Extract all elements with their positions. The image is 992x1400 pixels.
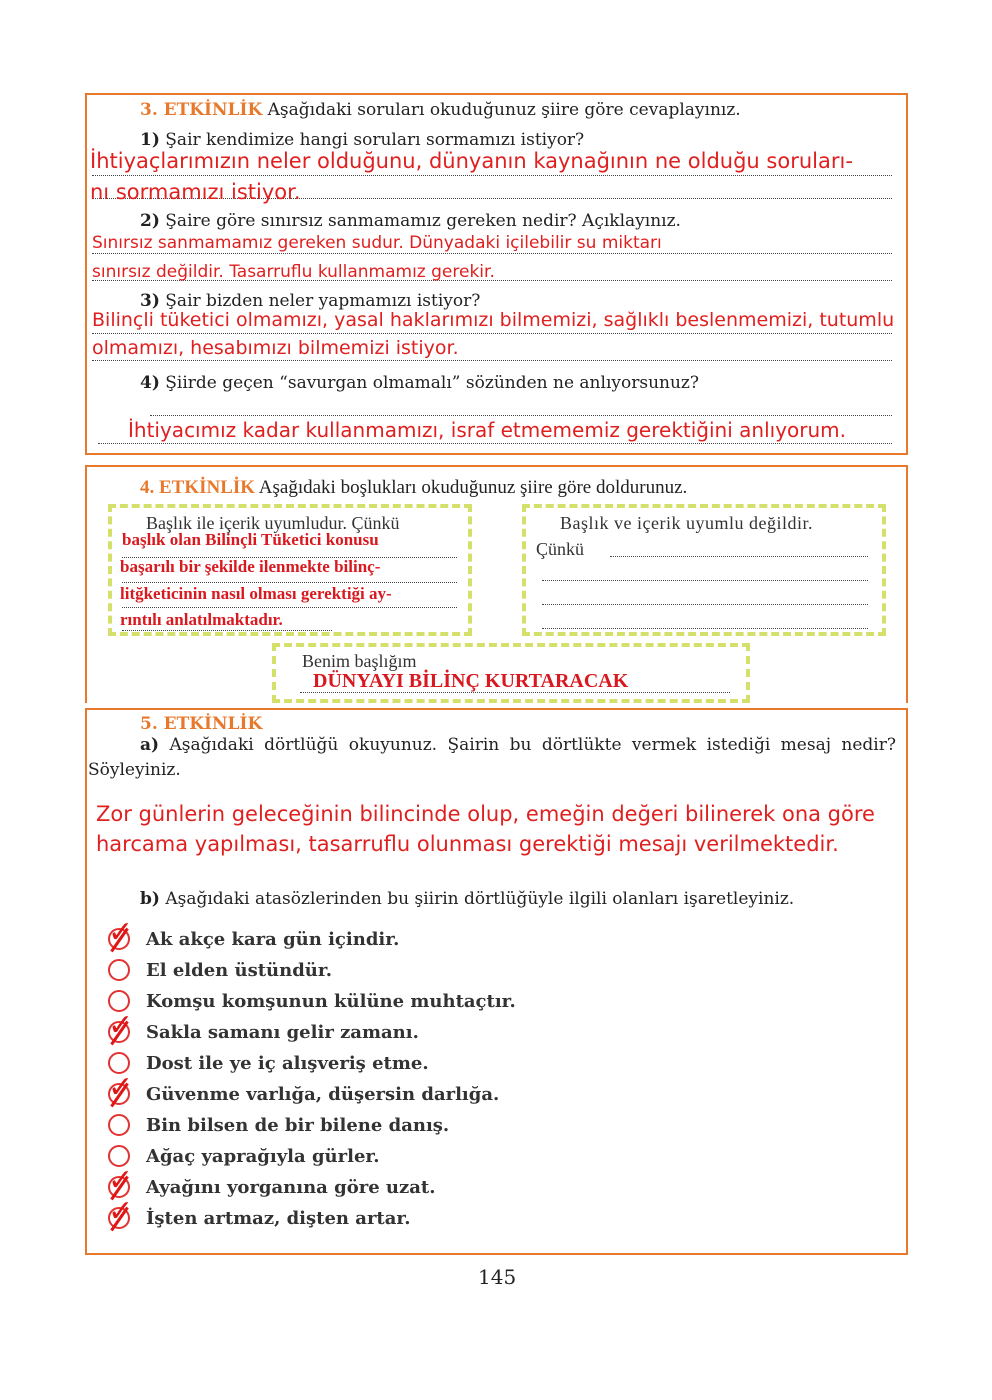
proverb-text: Güvenme varlığa, düşersin darlığa. xyxy=(146,1083,500,1105)
activity-4-header: 4. ETKİNLİK xyxy=(140,477,256,498)
checked-circle-icon[interactable] xyxy=(108,915,134,950)
proverb-text: İşten artmaz, dişten artar. xyxy=(146,1207,411,1229)
compatible-answer-line-4: rıntılı anlatılmaktadır. xyxy=(120,610,283,629)
proverb-option[interactable] xyxy=(108,1070,500,1109)
question-1-number: 1) xyxy=(140,130,160,150)
answer-line xyxy=(542,628,868,629)
proverb-option[interactable] xyxy=(108,1008,419,1047)
proverb-text: Ak akçe kara gün içindir. xyxy=(146,928,400,950)
part-b-text: Aşağıdaki atasözlerinden bu şiirin dörtlüğüyle ilgili olanları işaretleyiniz. xyxy=(165,889,795,909)
part-b-line xyxy=(140,889,794,909)
question-2 xyxy=(140,211,681,231)
compatible-prompt: Başlık ile içerik uyumludur. Çünkü xyxy=(146,513,400,533)
proverb-option[interactable] xyxy=(108,955,332,985)
part-a-label: a) xyxy=(140,735,160,755)
part-a-line-1 xyxy=(140,735,896,755)
question-1 xyxy=(140,130,584,150)
activity-5-header xyxy=(140,714,262,734)
check-tick-icon: ✓ xyxy=(108,1070,134,1105)
answer-line xyxy=(92,253,892,254)
proverb-option[interactable] xyxy=(108,1110,449,1140)
empty-circle-icon[interactable] xyxy=(108,1114,130,1136)
incompatible-because: Çünkü xyxy=(536,539,585,559)
proverb-option[interactable] xyxy=(108,1194,411,1233)
question-2-text: Şaire göre sınırsız sanmamamız gereken nedir? Açıklayınız. xyxy=(165,211,681,231)
check-tick-icon: ✓ xyxy=(108,1194,134,1229)
activity-4-header-line xyxy=(140,477,687,499)
question-4 xyxy=(140,373,699,393)
answer-line xyxy=(542,580,868,581)
proverb-text: Sakla samanı gelir zamanı. xyxy=(146,1021,419,1043)
answer-1-line-1: İhtiyaçlarımızın neler olduğunu, dünyanın kaynağının ne olduğu soruları- xyxy=(90,149,853,173)
proverb-text: Komşu komşunun külüne muhtaçtır. xyxy=(146,990,516,1012)
answer-line xyxy=(92,360,892,361)
answer-line xyxy=(610,556,868,557)
proverb-option[interactable] xyxy=(108,915,400,954)
compatible-answer-line-1: başlık olan Bilinçli Tüketici konusu xyxy=(122,530,379,549)
check-tick-icon: ✓ xyxy=(108,915,134,950)
checked-circle-icon[interactable] xyxy=(108,1008,134,1043)
proverb-option[interactable] xyxy=(108,1141,380,1171)
check-tick-icon: ✓ xyxy=(108,1163,134,1198)
question-3-number: 3) xyxy=(140,291,160,311)
checked-circle-icon[interactable] xyxy=(108,1070,134,1105)
answer-line xyxy=(122,630,332,631)
activity-3-instruction: Aşağıdaki soruları okuduğunuz şiire göre cevaplayınız. xyxy=(267,100,741,120)
question-3 xyxy=(140,291,480,311)
part-a-answer-line-1: Zor günlerin geleceğinin bilincinde olup, emeğin değeri bilinerek ona göre xyxy=(96,802,875,826)
answer-line xyxy=(92,175,892,176)
question-4-text: Şiirde geçen “savurgan olmamalı” sözünden ne anlıyorsunuz? xyxy=(165,373,699,393)
page-number: 145 xyxy=(478,1265,517,1289)
answer-line xyxy=(122,607,457,608)
check-tick-icon: ✓ xyxy=(108,1008,134,1043)
compatible-answer-line-3: litğketicinin nasıl olması gerektiği ay- xyxy=(120,584,392,603)
answer-2-line-1: Sınırsız sanmamamız gereken sudur. Dünyadaki içilebilir su miktarı xyxy=(92,233,662,253)
answer-line xyxy=(122,582,457,583)
question-1-text: Şair kendimize hangi soruları sormamızı istiyor? xyxy=(165,130,585,150)
title-box-answer: DÜNYAYI BİLİNÇ KURTARACAK xyxy=(313,670,629,692)
answer-1-line-2: nı sormamızı istiyor. xyxy=(90,180,301,204)
answer-line xyxy=(98,443,892,444)
answer-2-line-2: sınırsız değildir. Tasarruflu kullanmamız gerekir. xyxy=(92,262,495,282)
proverb-text: Bin bilsen de bir bilene danış. xyxy=(146,1114,450,1136)
question-2-number: 2) xyxy=(140,211,160,231)
question-3-text: Şair bizden neler yapmamızı istiyor? xyxy=(165,291,481,311)
part-a-line-2: Söyleyiniz. xyxy=(88,760,181,780)
checked-circle-icon[interactable] xyxy=(108,1194,134,1229)
answer-line xyxy=(150,415,892,416)
answer-4-line-1: İhtiyacımız kadar kullanmamızı, israf etmememiz gerektiğini anlıyorum. xyxy=(128,418,846,442)
part-a-text: Aşağıdaki dörtlüğü okuyunuz. Şairin bu dörtlükte vermek istediği mesaj nedir? xyxy=(169,735,896,755)
answer-3-line-2: olmamızı, hesabımızı bilmemizi istiyor. xyxy=(92,337,459,359)
proverb-text: Dost ile ye iç alışveriş etme. xyxy=(146,1052,429,1074)
activity-4-instruction: Aşağıdaki boşlukları okuduğunuz şiire göre doldurunuz. xyxy=(258,477,688,498)
proverb-option[interactable] xyxy=(108,1163,436,1202)
compatible-answer-line-2: başarılı bir şekilde ilenmekte bilinç- xyxy=(120,557,381,576)
proverb-text: Ayağını yorganına göre uzat. xyxy=(146,1176,436,1198)
proverb-option[interactable] xyxy=(108,1048,429,1078)
answer-line xyxy=(542,604,868,605)
proverb-text: El elden üstündür. xyxy=(146,959,332,981)
empty-circle-icon[interactable] xyxy=(108,959,130,981)
proverb-text: Ağaç yaprağıyla gürler. xyxy=(146,1145,380,1167)
part-b-label: b) xyxy=(140,889,160,909)
title-box-label: Benim başlığım xyxy=(302,651,417,671)
activity-3-header-line xyxy=(140,100,741,120)
part-a-answer-line-2: harcama yapılması, tasarruflu olunması gerektiği mesajı verilmektedir. xyxy=(96,832,839,856)
activity-3-header: 3. ETKİNLİK xyxy=(140,100,263,120)
proverb-option[interactable] xyxy=(108,986,516,1016)
answer-3-line-1: Bilinçli tüketici olmamızı, yasal haklarımızı bilmemizi, sağlıklı beslenmemizi, tutumlu xyxy=(92,309,895,331)
activity-5-header-text: 5. ETKİNLİK xyxy=(140,714,263,734)
question-4-number: 4) xyxy=(140,373,160,393)
incompatible-prompt: Başlık ve içerik uyumlu değildir. xyxy=(560,513,813,533)
answer-line xyxy=(92,333,892,334)
